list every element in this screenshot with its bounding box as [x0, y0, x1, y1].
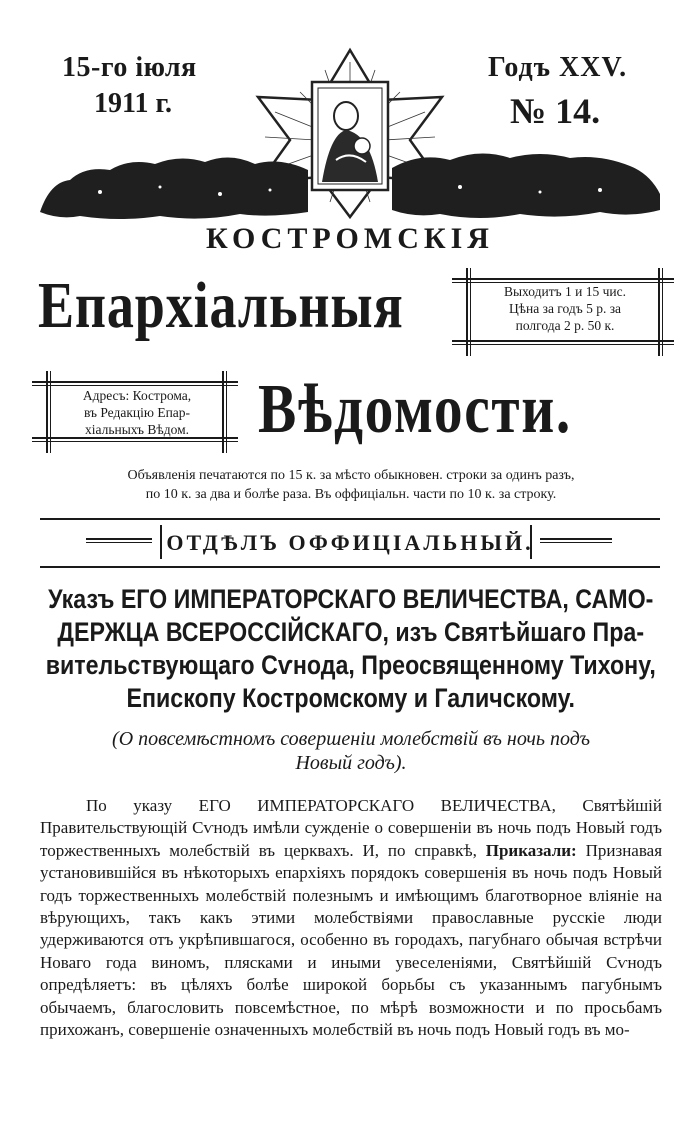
price-text: Выходитъ 1 и 15 чис. Цѣна за годъ 5 р. за полгода 2 р. 50 к.	[503, 284, 626, 333]
body-part-2: Признавая установившійся въ нѣкоторыхъ епархіяхъ порядокъ совершенія въ ночь подъ Новый годъ торжественныхъ молебствій полезнымъ и имѣющимъ благотворное вліяніе на вѣрующихъ, такъ какъ этими молебствіями православные русскіе люди удерживаются отъ укрѣпившагося, особенно въ городахъ, пагубнаго обычая встрѣчи Новаго года виномъ, плясками и иными увеселеніями, Святѣйшій Сѵнодъ опредѣляетъ: въ цѣляхъ болѣе широкой борьбы съ указаннымъ пагубнымъ обычаемъ, благословить повсемѣстное, по мѣрѣ возможности и по просьбамъ прихожанъ, совершеніе означенныхъ молебствій въ ночь подъ Новый годъ въ мо-	[40, 840, 663, 1040]
landscape-left	[40, 157, 308, 219]
body-text	[40, 795, 662, 1041]
ads-notice: Объявленія печатаются по 15 к. за мѣсто обыкновен. строки за одинъ разъ, по 10 к. за два и болѣе раза. Въ оффиціальн. части по 10 к. за строку.	[127, 468, 575, 502]
body-part-1: По указу ЕГО ИМПЕРАТОРСКАГО ВЕЛИЧЕСТВА, Святѣйшій Правительствующій Сѵнодъ имѣли сужденіе о совершеніи въ ночь подъ Новый годъ торжественныхъ молебствій въ церквахъ. И, по справкѣ,	[40, 796, 662, 860]
decree-subtitle: (О повсемѣстномъ совершеніи молебствій въ ночь подъ Новый годъ).	[112, 728, 590, 774]
landscape-right	[392, 153, 660, 218]
masthead-line-2: Епархіальныя	[38, 269, 404, 342]
masthead-line-3: Вѣдомости.	[258, 371, 572, 448]
issue-number: № 14.	[510, 91, 601, 131]
masthead-line-1: КОСТРОМСКІЯ	[206, 222, 494, 255]
year-label: Годъ XXV.	[488, 52, 628, 83]
date-line-2: 1911 г.	[94, 88, 173, 119]
address-text: Адресъ: Кострома, въ Редакцію Епар- хіальныхъ Вѣдом.	[82, 388, 192, 437]
decree-title: Указъ ЕГО ИМПЕРАТОРСКАГО ВЕЛИЧЕСТВА, САМО- ДЕРЖЦА ВСЕРОССІЙСКАГО, изъ Святѣйшаго Пра- вительствующаго Сѵнода, Преосвященному Тихону, Епископу Костромскому и Галичскому.	[45, 584, 657, 713]
section-title: ОТДѢЛЪ ОФФИЦІАЛЬНЫЙ.	[166, 530, 534, 555]
prikazali-label: Приказали:	[485, 840, 577, 860]
date-line-1: 15-го іюля	[62, 52, 197, 83]
